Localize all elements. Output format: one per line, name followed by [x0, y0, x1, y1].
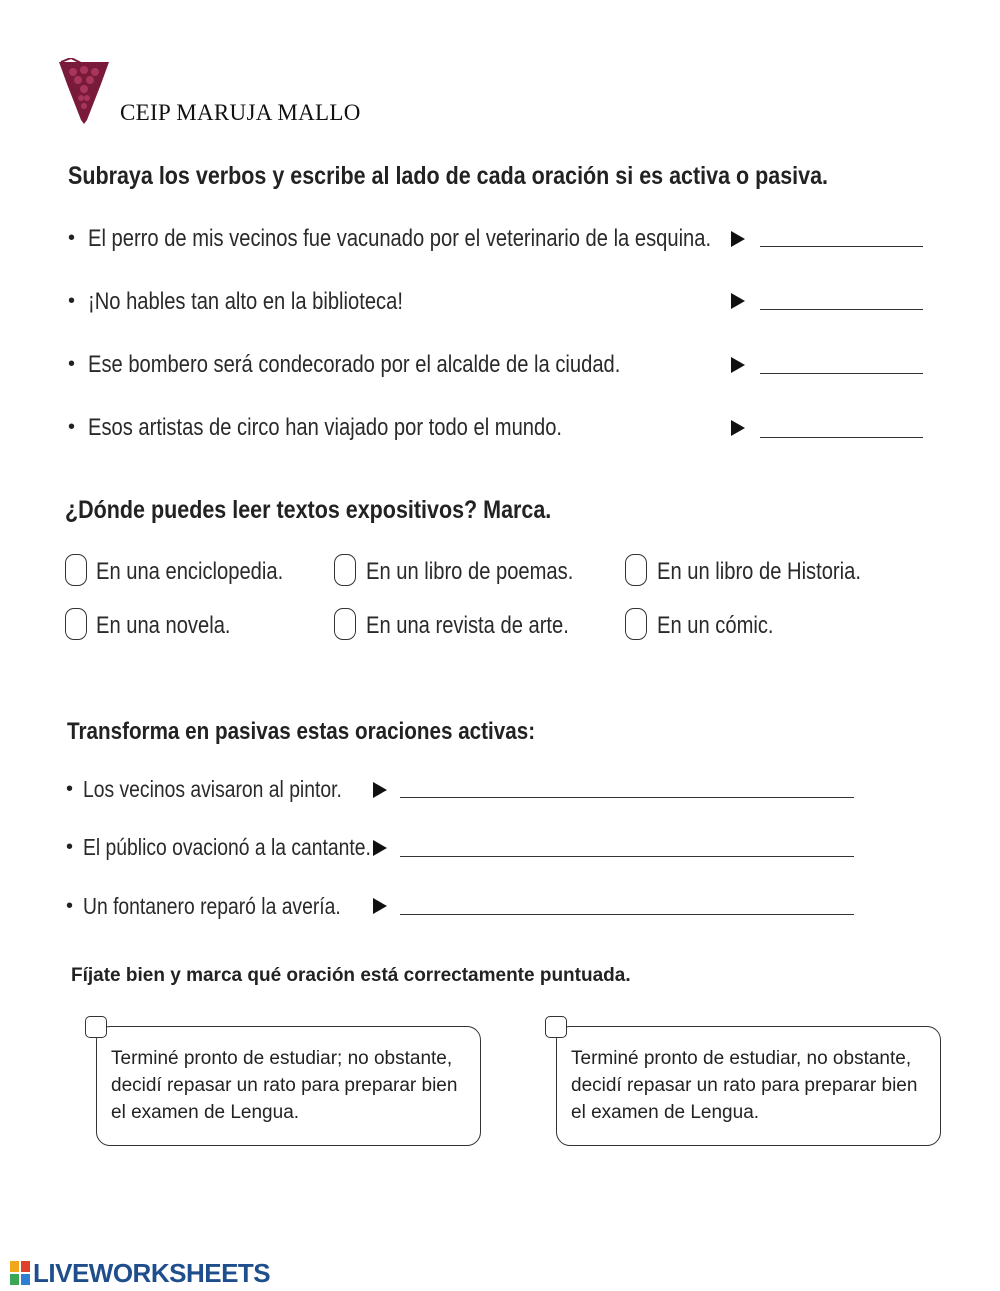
active-sentence-1: Los vecinos avisaron al pintor.	[83, 776, 342, 802]
answer-blank-4[interactable]	[760, 437, 923, 438]
school-logo	[57, 58, 111, 124]
sentence-2: ¡No hables tan alto en la biblioteca!	[88, 288, 403, 315]
bullet: •	[66, 836, 74, 858]
bullet: •	[66, 778, 74, 800]
arrow-icon	[731, 357, 745, 373]
option-label: En una revista de arte.	[366, 612, 569, 639]
passive-answer-2[interactable]	[400, 856, 854, 857]
checkbox-revista[interactable]	[334, 608, 356, 640]
answer-blank-1[interactable]	[760, 246, 923, 247]
brand-name: LIVEWORKSHEETS	[33, 1257, 271, 1288]
option-label: En un cómic.	[657, 612, 774, 639]
section4-title: Fíjate bien y marca qué oración está correctamente puntuada.	[71, 965, 631, 986]
bullet: •	[68, 353, 76, 375]
option-label: En una enciclopedia.	[96, 558, 284, 585]
grape-shield-icon	[57, 58, 111, 124]
bullet: •	[68, 416, 76, 438]
sentence-4: Esos artistas de circo han viajado por todo el mundo.	[88, 414, 563, 441]
active-sentence-2: El público ovacionó a la cantante.	[83, 834, 371, 860]
sentence-1: El perro de mis vecinos fue vacunado por el veterinario de la esquina.	[88, 225, 712, 252]
answer-blank-2[interactable]	[760, 309, 923, 310]
option-label: En un libro de poemas.	[366, 558, 574, 585]
checkbox-enciclopedia[interactable]	[65, 554, 87, 586]
section2-title: ¿Dónde puedes leer textos expositivos? Marca.	[65, 496, 552, 524]
bullet: •	[68, 227, 76, 249]
arrow-icon	[373, 840, 387, 856]
arrow-icon	[373, 782, 387, 798]
active-sentence-3: Un fontanero reparó la avería.	[83, 893, 341, 919]
checkbox-historia[interactable]	[625, 554, 647, 586]
footer-brand[interactable]	[10, 1258, 270, 1288]
option-label: En un libro de Historia.	[657, 558, 861, 585]
card-text: Terminé pronto de estudiar; no obstante, decidí repasar un rato para preparar bien el examen de Lengua.	[111, 1048, 458, 1123]
bullet: •	[66, 895, 74, 917]
option-label: En una novela.	[96, 612, 231, 639]
section3-title: Transforma en pasivas estas oraciones activas:	[67, 718, 536, 745]
checkbox-comic[interactable]	[625, 608, 647, 640]
arrow-icon	[373, 898, 387, 914]
answer-blank-3[interactable]	[760, 373, 923, 374]
arrow-icon	[731, 420, 745, 436]
passive-answer-1[interactable]	[400, 797, 854, 798]
checkbox-poemas[interactable]	[334, 554, 356, 586]
passive-answer-3[interactable]	[400, 914, 854, 915]
school-name: CEIP MARUJA MALLO	[120, 100, 361, 125]
punctuation-card-2	[556, 1026, 941, 1146]
arrow-icon	[731, 231, 745, 247]
checkbox-novela[interactable]	[65, 608, 87, 640]
card-checkbox-2[interactable]	[545, 1016, 567, 1038]
card-text: Terminé pronto de estudiar, no obstante, decidí repasar un rato para preparar bien el examen de Lengua.	[571, 1048, 918, 1123]
punctuation-card-1	[96, 1026, 481, 1146]
arrow-icon	[731, 293, 745, 309]
liveworksheets-logo-icon	[10, 1261, 30, 1285]
bullet: •	[68, 290, 76, 312]
card-checkbox-1[interactable]	[85, 1016, 107, 1038]
section1-title: Subraya los verbos y escribe al lado de cada oración si es activa o pasiva.	[68, 162, 829, 190]
sentence-3: Ese bombero será condecorado por el alcalde de la ciudad.	[88, 351, 621, 378]
